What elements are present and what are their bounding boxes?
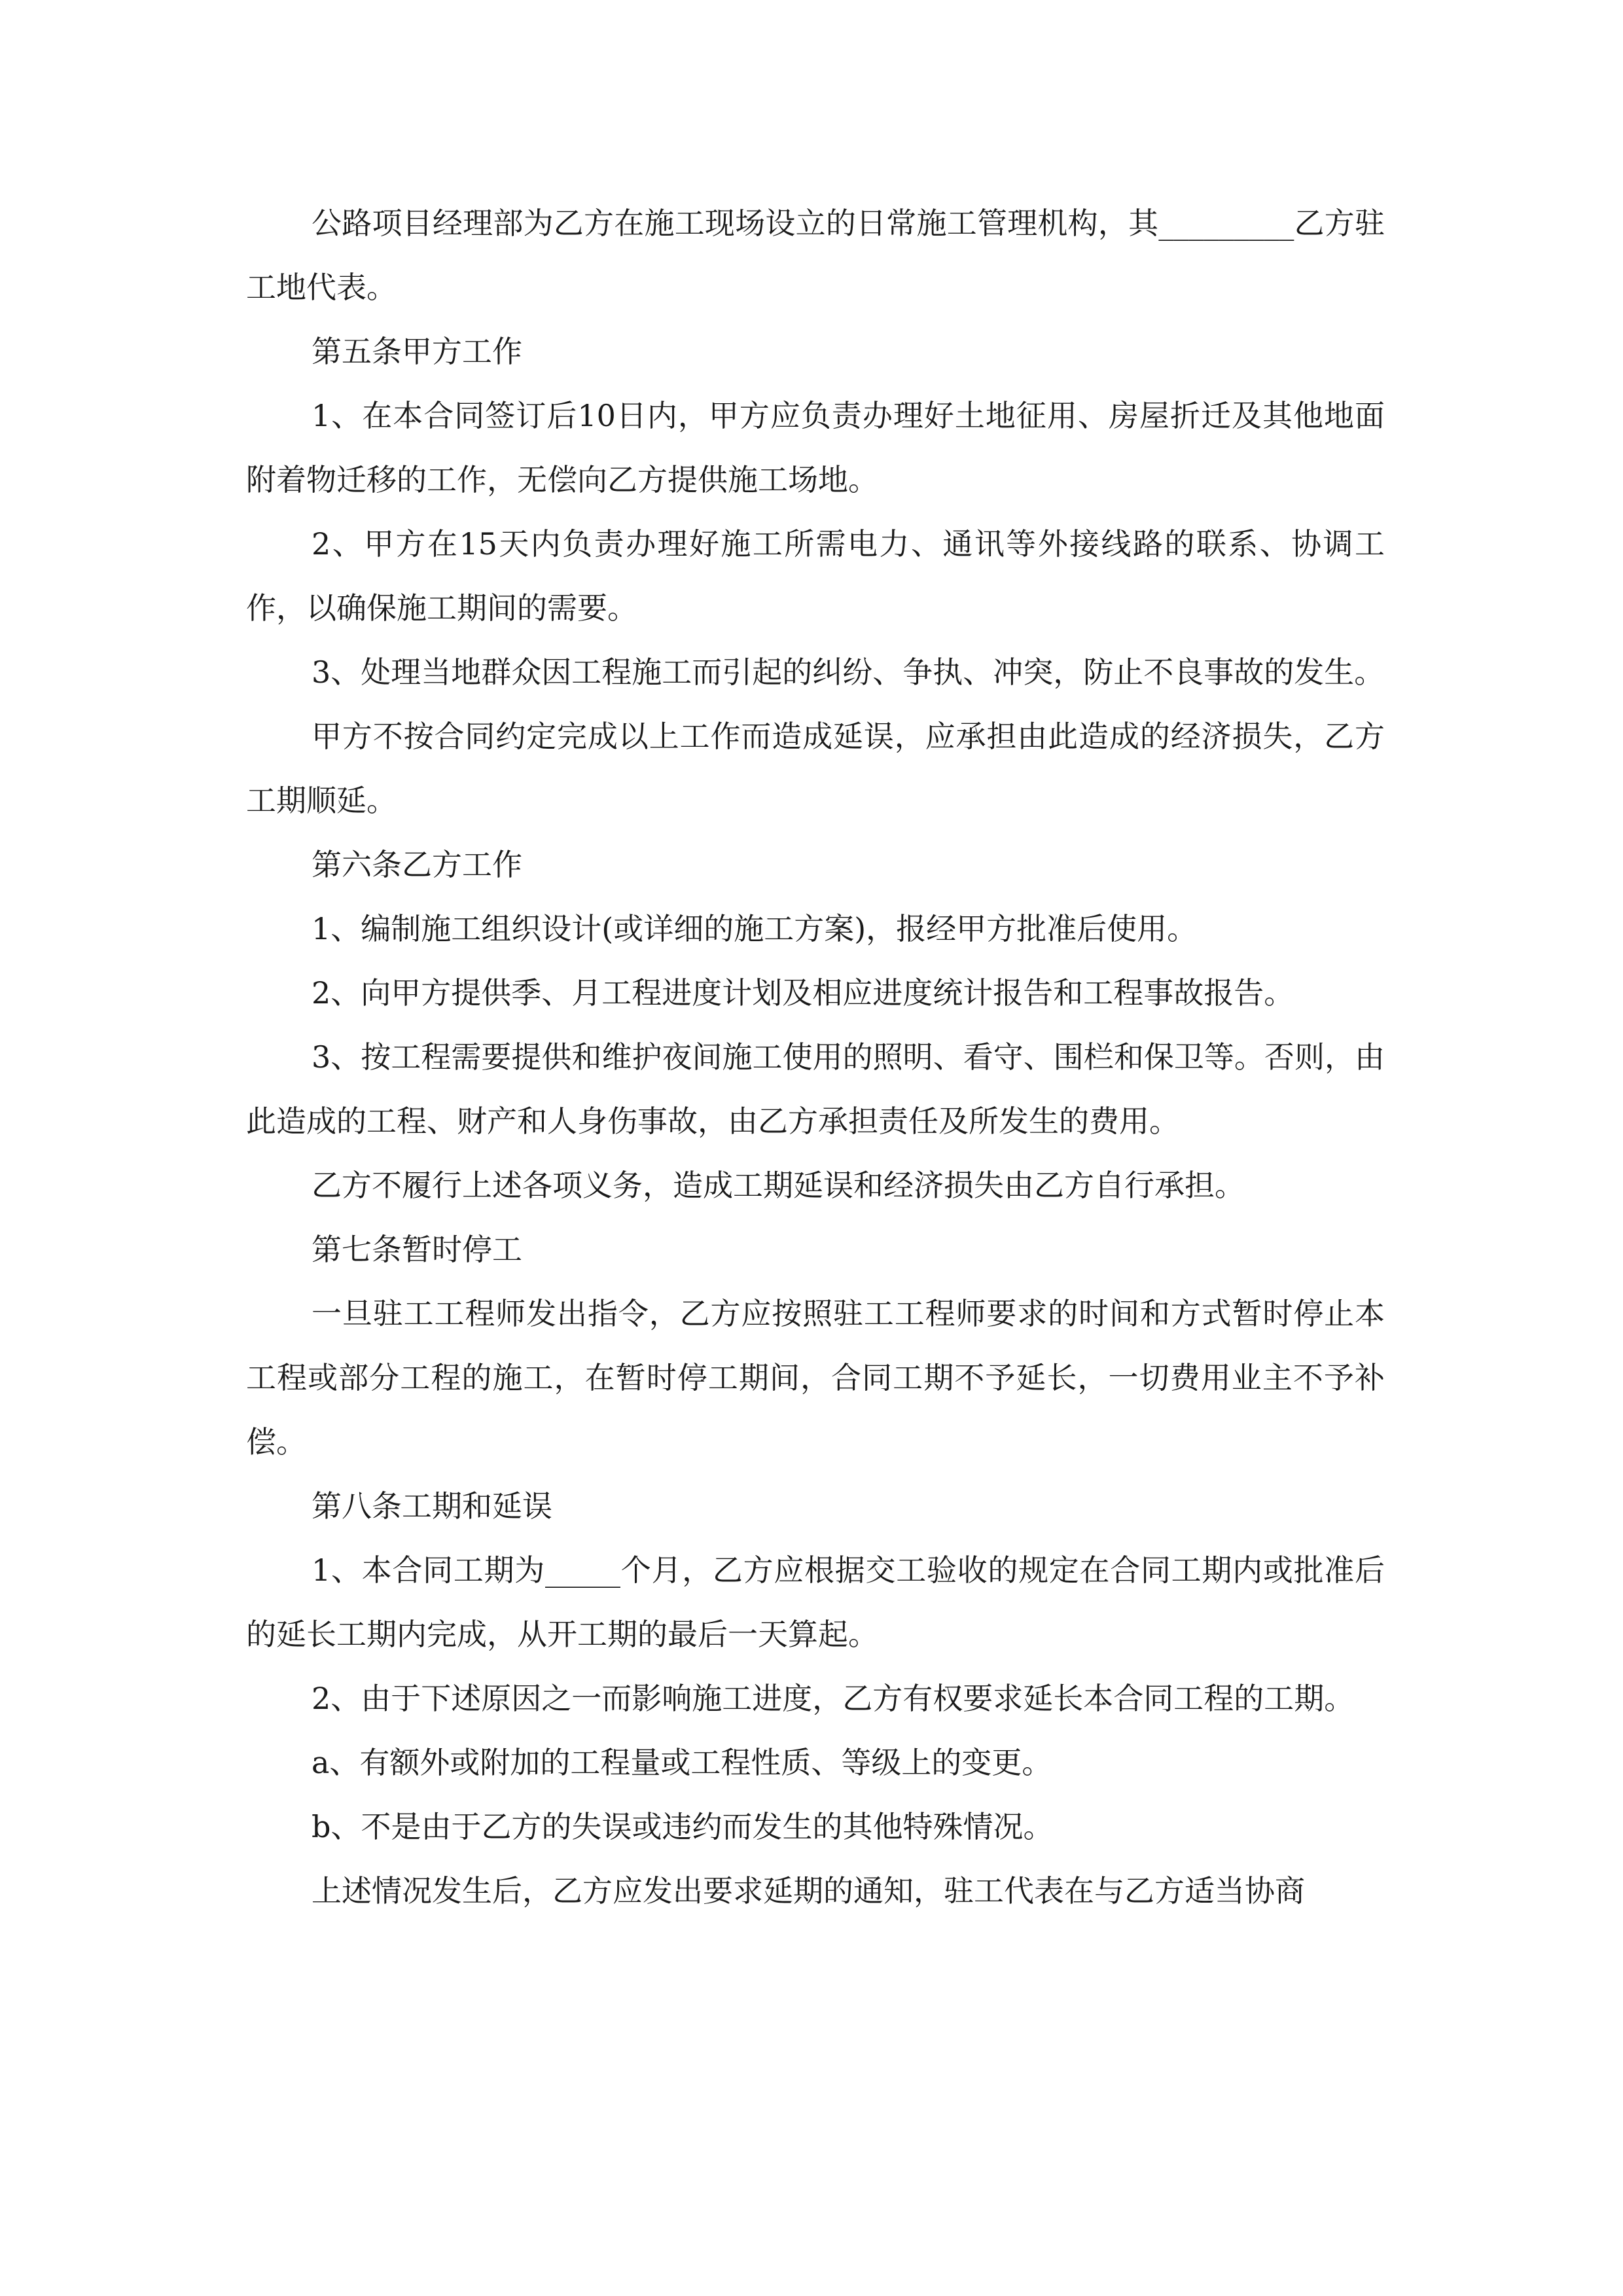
paragraph-article-8-notice: 上述情况发生后，乙方应发出要求延期的通知，驻工代表在与乙方适当协商 — [312, 1873, 1305, 1909]
paragraph-article-5-item-3: 3、处理当地群众因工程施工而引起的纠纷、争执、冲突，防止不良事故的发生。 — [312, 655, 1385, 690]
heading-article-8: 第八条工期和延误 — [312, 1488, 552, 1524]
paragraph-article-5-liability: 甲方不按合同约定完成以上工作而造成延误，应承担由此造成的经济损失，乙方工期顺延。 — [246, 719, 1385, 818]
document-body — [246, 191, 1385, 1923]
paragraph-article-6-liability: 乙方不履行上述各项义务，造成工期延误和经济损失由乙方自行承担。 — [312, 1168, 1245, 1203]
heading-article-6: 第六条乙方工作 — [312, 847, 522, 882]
paragraph-project-office: 公路项目经理部为乙方在施工现场设立的日常施工管理机构，其_________乙方驻工地代表。 — [246, 206, 1385, 305]
paragraph-article-7-body: 一旦驻工工程师发出指令，乙方应按照驻工工程师要求的时间和方式暂时停止本工程或部分工程的施工，在暂时停工期间，合同工期不予延长，一切费用业主不予补偿。 — [246, 1296, 1385, 1460]
paragraph-article-5-item-1: 1、在本合同签订后10日内，甲方应负责办理好土地征用、房屋折迁及其他地面附着物迁移的工作，无偿向乙方提供施工场地。 — [246, 398, 1385, 497]
paragraph-article-8-item-1: 1、本合同工期为_____个月，乙方应根据交工验收的规定在合同工期内或批准后的延长工期内完成，从开工期的最后一天算起。 — [246, 1552, 1385, 1652]
paragraph-article-6-item-3: 3、按工程需要提供和维护夜间施工使用的照明、看守、围栏和保卫等。否则，由此造成的工程、财产和人身伤事故，由乙方承担责任及所发生的费用。 — [246, 1039, 1385, 1139]
paragraph-article-8-item-b: b、不是由于乙方的失误或违约而发生的其他特殊情况。 — [312, 1809, 1054, 1844]
paragraph-article-6-item-1: 1、编制施工组织设计(或详细的施工方案)，报经甲方批准后使用。 — [312, 911, 1198, 946]
heading-article-5: 第五条甲方工作 — [312, 334, 522, 369]
paragraph-article-8-item-a: a、有额外或附加的工程量或工程性质、等级上的变更。 — [312, 1745, 1052, 1780]
paragraph-article-6-item-2: 2、向甲方提供季、月工程进度计划及相应进度统计报告和工程事故报告。 — [312, 975, 1294, 1011]
paragraph-article-5-item-2: 2、甲方在15天内负责办理好施工所需电力、通讯等外接线路的联系、协调工作，以确保施工期间的需要。 — [246, 526, 1385, 626]
heading-article-7: 第七条暂时停工 — [312, 1232, 522, 1267]
paragraph-article-8-item-2: 2、由于下述原因之一而影响施工进度，乙方有权要求延长本合同工程的工期。 — [312, 1681, 1355, 1716]
